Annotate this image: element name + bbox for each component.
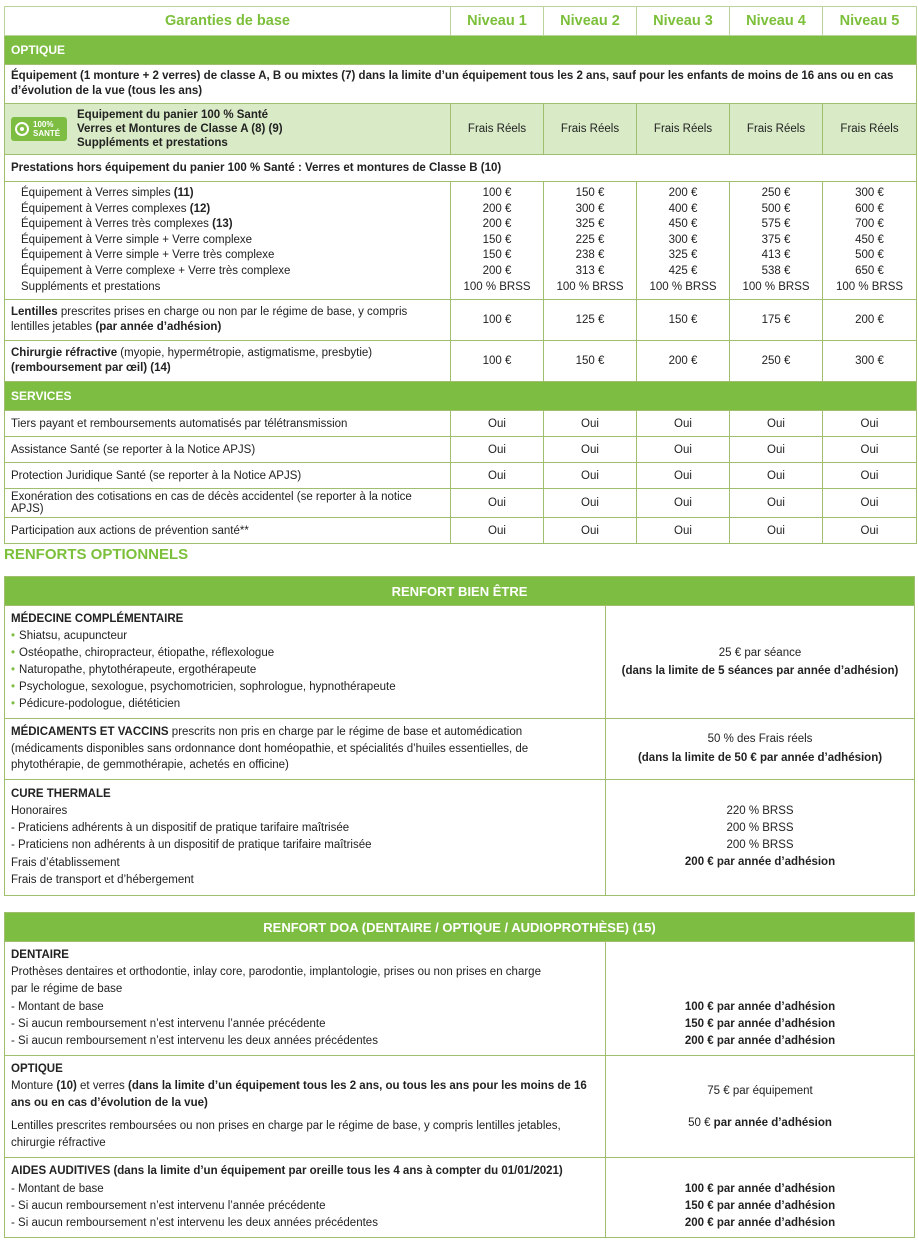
optique-renfort-row: OPTIQUE Monture (10) et verres (dans la limite d’un équipement tous les 2 ans, ou tous les ans pour les moins de 16 ans ou en cas d’évolution de la vue) Lentilles prescrites remboursées ou non prises en charge par le régime de base, y compris lentilles jetables, chirurgie réfractive 75 € par équipement 50 € par année d’adhésion bbox=[5, 1056, 915, 1158]
bullet-icon: • bbox=[11, 647, 16, 659]
verres-value: 200 € bbox=[482, 202, 512, 215]
column-header: Niveau 3 bbox=[637, 7, 730, 36]
verres-value: 538 € bbox=[761, 264, 791, 277]
service-value: Oui bbox=[637, 489, 730, 518]
dentaire-value: 200 € par année d’adhésion bbox=[684, 1035, 836, 1048]
aides-value: 150 € par année d’adhésion bbox=[684, 1199, 836, 1212]
service-row bbox=[5, 489, 917, 518]
panier-value: Frais Réels bbox=[544, 104, 637, 155]
cure-line: - Praticiens non adhérents à un dispositif de pratique tarifaire maîtrisée bbox=[11, 839, 372, 852]
verres-value: 300 € bbox=[668, 233, 698, 246]
medicaments-value: 50 % des Frais réels bbox=[707, 732, 813, 745]
service-value: Oui bbox=[823, 463, 917, 489]
medecine-item: • Psychologue, sexologue, psychomotricien, sophrologue, hypnothérapeute bbox=[11, 681, 396, 693]
dentaire-value: 150 € par année d’adhésion bbox=[684, 1017, 836, 1030]
service-value: Oui bbox=[544, 518, 637, 544]
medecine-value: 25 € par séance bbox=[718, 647, 802, 659]
medecine-item: • Naturopathe, phytothérapeute, ergothérapeute bbox=[11, 664, 257, 676]
service-value: Oui bbox=[637, 437, 730, 463]
verres-value: 250 € bbox=[761, 187, 791, 199]
verres-label: Équipement à Verres simples (11) bbox=[21, 187, 194, 199]
verres-value: 650 € bbox=[855, 264, 884, 277]
service-value: Oui bbox=[544, 437, 637, 463]
service-value: Oui bbox=[451, 411, 544, 437]
service-label: Protection Juridique Santé (se reporter à la Notice APJS) bbox=[5, 463, 451, 489]
service-label: Tiers payant et remboursements automatisés par télétransmission bbox=[5, 411, 451, 437]
verres-value: 225 € bbox=[575, 233, 605, 246]
verres-values-n2 bbox=[544, 182, 637, 300]
optique-lentilles: Lentilles prescrites remboursées ou non prises en charge par le régime de base, y compris lentilles jetables, chirurgie réfractive bbox=[11, 1120, 561, 1150]
verres-values-n3 bbox=[637, 182, 730, 300]
verres-value: 150 € bbox=[575, 187, 605, 199]
section-title-services: SERVICES bbox=[5, 382, 917, 411]
aides-row bbox=[5, 1158, 915, 1238]
verres-value: 100 % BRSS bbox=[742, 280, 810, 293]
100-sante-eye-icon: 100% SANTÉ bbox=[11, 117, 67, 141]
verres-value: 150 € bbox=[482, 233, 512, 246]
cure-value: 200 % BRSS bbox=[726, 839, 794, 852]
panier-line: Equipement du panier 100 % Santé bbox=[77, 109, 269, 121]
aides-title: AIDES AUDITIVES (dans la limite d’un équipement par oreille tous les 4 ans à compter du 01/01/2021) bbox=[11, 1165, 563, 1178]
verres-value: 200 € bbox=[482, 264, 512, 277]
verres-value: 400 € bbox=[668, 202, 698, 215]
panier-value: Frais Réels bbox=[730, 104, 823, 155]
chirurgie-value: 250 € bbox=[730, 341, 823, 382]
verres-label: Équipement à Verres complexes (12) bbox=[21, 202, 211, 215]
column-header: Niveau 2 bbox=[544, 7, 637, 36]
verres-value: 425 € bbox=[668, 264, 698, 277]
dentaire-row bbox=[5, 942, 915, 1056]
service-value: Oui bbox=[451, 437, 544, 463]
panier-line: Suppléments et prestations bbox=[77, 137, 228, 149]
service-value: Oui bbox=[544, 489, 637, 518]
bien-etre-title: RENFORT BIEN ÊTRE bbox=[5, 577, 915, 606]
verres-value: 575 € bbox=[761, 218, 791, 231]
equipment-note: Équipement (1 monture + 2 verres) de classe A, B ou mixtes (7) dans la limite d’un équipement tous les 2 ans, sauf pour les enfants de moins de 16 ans ou en cas d’évolution de la vue (tous les ans) bbox=[5, 65, 917, 104]
verres-value: 325 € bbox=[668, 249, 698, 262]
verres-values-n5 bbox=[823, 182, 917, 300]
verres-value: 500 € bbox=[761, 202, 791, 215]
medecine-item: • Pédicure-podologue, diététicien bbox=[11, 698, 181, 710]
panier-value: Frais Réels bbox=[451, 104, 544, 155]
service-value: Oui bbox=[451, 518, 544, 544]
column-header: Niveau 4 bbox=[730, 7, 823, 36]
medecine-row bbox=[5, 606, 915, 719]
dentaire-line: - Montant de base bbox=[11, 1000, 104, 1013]
cure-line: Frais d’établissement bbox=[11, 856, 120, 869]
verres-label: Suppléments et prestations bbox=[21, 280, 161, 293]
service-label: Assistance Santé (se reporter à la Notice APJS) bbox=[5, 437, 451, 463]
verres-value: 375 € bbox=[761, 233, 791, 246]
verres-values-n1 bbox=[451, 182, 544, 300]
service-row bbox=[5, 411, 917, 437]
verres-label: Équipement à Verre simple + Verre complexe bbox=[21, 233, 253, 246]
medecine-item: • Ostéopathe, chiropracteur, étiopathe, réflexologue bbox=[11, 647, 275, 659]
chirurgie-value: 200 € bbox=[637, 341, 730, 382]
lentilles-value: 200 € bbox=[823, 300, 917, 341]
service-value: Oui bbox=[730, 437, 823, 463]
optique-value: 75 € par équipement bbox=[707, 1084, 813, 1097]
cure-value: 220 % BRSS bbox=[726, 804, 794, 817]
bullet-icon: • bbox=[11, 664, 16, 676]
service-label: Exonération des cotisations en cas de décès accidentel (se reporter à la notice APJS) bbox=[5, 489, 451, 518]
service-value: Oui bbox=[823, 489, 917, 518]
chirurgie-value: 100 € bbox=[451, 341, 544, 382]
panier-value: Frais Réels bbox=[637, 104, 730, 155]
panier-value: Frais Réels bbox=[823, 104, 917, 155]
dentaire-line: - Si aucun remboursement n’est intervenu l’année précédente bbox=[11, 1017, 326, 1030]
verres-value: 100 % BRSS bbox=[463, 280, 531, 293]
verres-labels bbox=[5, 182, 451, 300]
bullet-icon: • bbox=[11, 630, 16, 642]
verres-value: 325 € bbox=[575, 218, 605, 231]
verres-value: 313 € bbox=[575, 264, 605, 277]
verres-value: 200 € bbox=[482, 218, 512, 231]
verres-value: 450 € bbox=[855, 233, 884, 246]
verres-block bbox=[5, 182, 917, 300]
verres-label: Équipement à Verre complexe + Verre très complexe bbox=[21, 264, 291, 277]
dentaire-intro: Prothèses dentaires et orthodontie, inlay core, parodontie, implantologie, prises ou non prises en charge par le régime de base bbox=[11, 966, 541, 996]
medicaments-limit: (dans la limite de 50 € par année d’adhésion) bbox=[637, 751, 883, 764]
verres-value: 300 € bbox=[575, 202, 605, 215]
service-value: Oui bbox=[544, 463, 637, 489]
verres-value: 100 € bbox=[482, 187, 512, 199]
service-value: Oui bbox=[823, 437, 917, 463]
service-value: Oui bbox=[637, 463, 730, 489]
service-value: Oui bbox=[637, 411, 730, 437]
medicaments-row: MÉDICAMENTS ET VACCINS prescrits non pris en charge par le régime de base et automédication (médicaments disponibles sans ordonnance dont homéopathie, et spécialités d’huiles essentielles, de phytothérapie, de gemmothérapie, achetés en officine) 50 % des Frais réels (dans la limite de 50 € par année d’adhésion) bbox=[5, 719, 915, 780]
aides-line: - Si aucun remboursement n’est intervenu l’année précédente bbox=[11, 1199, 326, 1212]
verres-value: 600 € bbox=[855, 202, 884, 215]
verres-value: 200 € bbox=[668, 187, 698, 199]
service-value: Oui bbox=[730, 463, 823, 489]
verres-value: 300 € bbox=[855, 187, 884, 199]
chirurgie-value: 300 € bbox=[823, 341, 917, 382]
aides-value: 100 € par année d’adhésion bbox=[684, 1182, 836, 1195]
panier-row bbox=[5, 104, 917, 155]
table-header-row bbox=[5, 7, 917, 36]
medecine-limit: (dans la limite de 5 séances par année d’adhésion) bbox=[621, 665, 899, 677]
base-guarantees-table bbox=[4, 6, 917, 544]
verres-value: 500 € bbox=[855, 249, 884, 262]
verres-value: 450 € bbox=[668, 218, 698, 231]
service-row bbox=[5, 437, 917, 463]
aides-value: 200 € par année d’adhésion bbox=[684, 1217, 836, 1230]
bullet-icon: • bbox=[11, 698, 16, 710]
doa-table bbox=[4, 912, 915, 1238]
column-header: Niveau 1 bbox=[451, 7, 544, 36]
service-label: Participation aux actions de prévention santé** bbox=[5, 518, 451, 544]
dentaire-title: DENTAIRE bbox=[11, 949, 69, 961]
renforts-title: RENFORTS OPTIONNELS bbox=[4, 546, 189, 563]
verres-value: 150 € bbox=[482, 249, 512, 262]
optique-title: OPTIQUE bbox=[11, 1063, 63, 1076]
service-value: Oui bbox=[730, 411, 823, 437]
cure-row bbox=[5, 779, 915, 896]
dentaire-value: 100 € par année d’adhésion bbox=[684, 1000, 836, 1013]
column-header: Garanties de base bbox=[5, 7, 451, 36]
verres-value: 100 % BRSS bbox=[649, 280, 717, 293]
verres-value: 413 € bbox=[761, 249, 791, 262]
service-value: Oui bbox=[451, 463, 544, 489]
aides-line: - Montant de base bbox=[11, 1182, 104, 1195]
verres-values-n4 bbox=[730, 182, 823, 300]
verres-value: 100 % BRSS bbox=[556, 280, 624, 293]
service-value: Oui bbox=[823, 411, 917, 437]
verres-label: Équipement à Verres très complexes (13) bbox=[21, 218, 233, 231]
column-header: Niveau 5 bbox=[823, 7, 917, 36]
service-value: Oui bbox=[637, 518, 730, 544]
chirurgie-value: 150 € bbox=[544, 341, 637, 382]
cure-value: 200 % BRSS bbox=[726, 821, 794, 834]
verres-value: 238 € bbox=[575, 249, 605, 262]
doa-title: RENFORT DOA (DENTAIRE / OPTIQUE / AUDIOPROTHÈSE) (15) bbox=[5, 913, 915, 942]
cure-line: Frais de transport et d’hébergement bbox=[11, 873, 194, 886]
service-value: Oui bbox=[451, 489, 544, 518]
bien-etre-table bbox=[4, 576, 915, 896]
medecine-item: • Shiatsu, acupuncteur bbox=[11, 630, 128, 642]
chirurgie-row: Chirurgie réfractive (myopie, hypermétropie, astigmatisme, presbytie) (remboursement par œil) (14) 100 € 150 € 200 € 250 € 300 € bbox=[5, 341, 917, 382]
cure-title: CURE THERMALE bbox=[11, 787, 111, 800]
verres-value: 700 € bbox=[855, 218, 884, 231]
panier-line: Verres et Montures de Classe A (8) (9) bbox=[77, 123, 283, 135]
verres-value: 100 % BRSS bbox=[835, 280, 904, 293]
section-title-optique: OPTIQUE bbox=[5, 36, 917, 65]
service-row bbox=[5, 518, 917, 544]
medecine-title: MÉDECINE COMPLÉMENTAIRE bbox=[11, 613, 184, 625]
cure-line: Honoraires bbox=[11, 804, 68, 817]
cure-line: - Praticiens adhérents à un dispositif de pratique tarifaire maîtrisée bbox=[11, 822, 350, 835]
lentilles-value: 125 € bbox=[544, 300, 637, 341]
lentilles-row: Lentilles prescrites prises en charge ou non par le régime de base, y compris lentilles jetables (par année d’adhésion) 100 € 125 € 150 € 175 € 200 € bbox=[5, 300, 917, 341]
verres-label: Équipement à Verre simple + Verre très complexe bbox=[21, 249, 275, 262]
lentilles-value: 175 € bbox=[730, 300, 823, 341]
hors-panier-title: Prestations hors équipement du panier 100 % Santé : Verres et montures de Classe B (10) bbox=[5, 155, 917, 182]
service-value: Oui bbox=[730, 489, 823, 518]
lentilles-value: 100 € bbox=[451, 300, 544, 341]
service-value: Oui bbox=[544, 411, 637, 437]
lentilles-value: 150 € bbox=[637, 300, 730, 341]
bullet-icon: • bbox=[11, 681, 16, 693]
aides-line: - Si aucun remboursement n’est intervenu les deux années précédentes bbox=[11, 1217, 378, 1230]
service-value: Oui bbox=[823, 518, 917, 544]
service-value: Oui bbox=[730, 518, 823, 544]
cure-value: 200 € par année d’adhésion bbox=[684, 856, 836, 869]
service-row bbox=[5, 463, 917, 489]
dentaire-line: - Si aucun remboursement n’est intervenu les deux années précédentes bbox=[11, 1035, 378, 1048]
